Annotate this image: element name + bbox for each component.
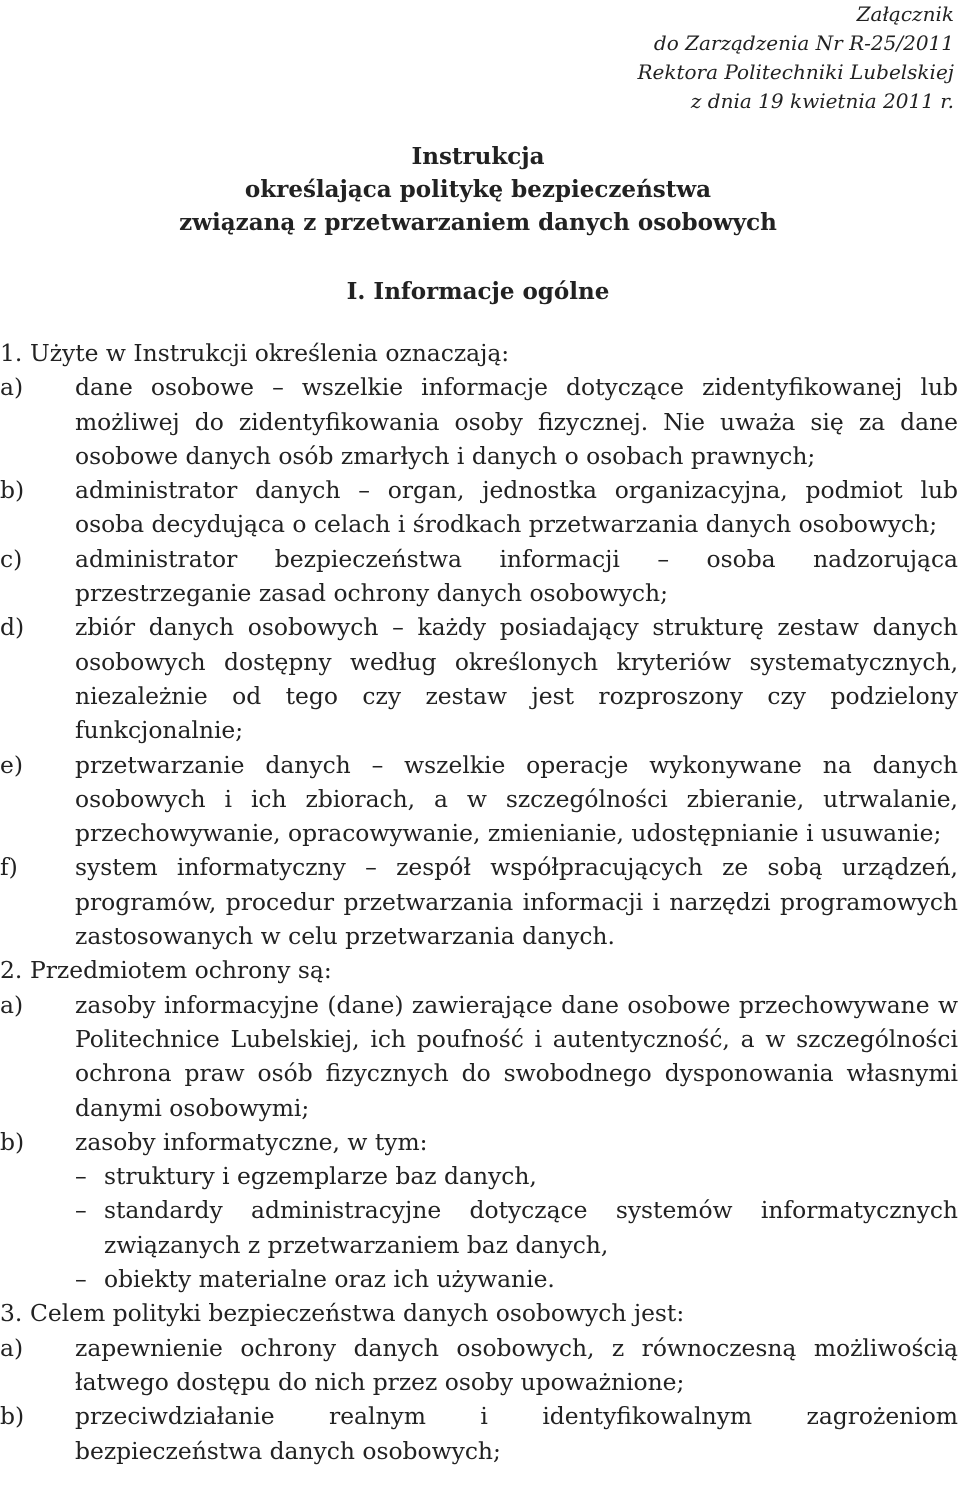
point-number: 3.: [0, 1299, 23, 1328]
item-text: zbiór danych osobowych – każdy posiadający strukturę zestaw danych osobowych dostępny według określonych kryteriów systematycznych, niezależnie od tego czy zestaw jest rozproszony czy podzielony funkcjonalnie;: [75, 613, 958, 745]
sub-item-text: obiekty materialne oraz ich używanie.: [104, 1265, 555, 1294]
item-text: zasoby informacyjne (dane) zawierające dane osobowe przechowywane w Politechnice Lubelskiej, ich poufność i autentyczność, a w szczególności ochrona praw osób fizycznych do swobodnego dysponowania własnymi danymi osobowymi;: [75, 990, 958, 1122]
list-item: [0, 748, 958, 851]
annex-issuer: Rektora Politechniki Lubelskiej: [637, 60, 954, 84]
item-label: a): [0, 373, 24, 402]
item-text: system informatyczny – zespół współpracujących ze sobą urządzeń, programów, procedur przetwarzania informacji i narzędzi programowych zastosowanych w celu przetwarzania danych.: [75, 853, 958, 951]
item-label: d): [0, 613, 25, 642]
list-item: [0, 370, 958, 473]
point-text: Użyte w Instrukcji określenia oznaczają:: [30, 339, 510, 367]
item-label: c): [0, 544, 23, 573]
title-line-3: związaną z przetwarzaniem danych osobowych: [179, 209, 777, 236]
sub-list-item: [0, 1159, 958, 1193]
list-item: [0, 850, 958, 953]
item-text: administrator danych – organ, jednostka organizacyjna, podmiot lub osoba decydująca o celach i środkach przetwarzania danych osobowych;: [75, 476, 958, 539]
item-text: dane osobowe – wszelkie informacje dotyczące zidentyfikowanej lub możliwej do zidentyfikowania osoby fizycznej. Nie uważa się za dane osobowe danych osób zmarłych i danych o osobach prawnych;: [75, 373, 958, 470]
item-text: zapewnienie ochrony danych osobowych, z równoczesną możliwością łatwego dostępu do nich przez osoby upoważnione;: [75, 1333, 958, 1396]
item-label: f): [0, 853, 18, 882]
list-item: [0, 988, 958, 1125]
point-text: Celem polityki bezpieczeństwa danych osobowych jest:: [30, 1299, 685, 1328]
list-item: [0, 1125, 958, 1159]
dash-bullet: –: [75, 1162, 87, 1191]
item-text: przeciwdziałanie realnym i identyfikowalnym zagrożeniom bezpieczeństwa danych osobowych;: [75, 1402, 958, 1465]
annex-ordinance: do Zarządzenia Nr R-25/2011: [653, 31, 954, 55]
item-label: b): [0, 476, 25, 505]
sub-item-text: standardy administracyjne dotyczące systemów informatycznych związanych z przetwarzaniem baz danych,: [104, 1196, 958, 1259]
list-item: [0, 1399, 958, 1468]
list-item: [0, 542, 958, 611]
annex-header: [494, 0, 954, 116]
list-item: [0, 1331, 958, 1400]
title-line-1: Instrukcja: [411, 143, 545, 170]
sub-item-text: struktury i egzemplarze baz danych,: [104, 1162, 537, 1191]
annex-date: z dnia 19 kwietnia 2011 r.: [690, 89, 954, 113]
document-body: [0, 336, 958, 1468]
section-heading: I. Informacje ogólne: [346, 278, 610, 305]
dash-bullet: –: [75, 1265, 87, 1294]
list-item: [0, 473, 958, 542]
title-line-2: określająca politykę bezpieczeństwa: [244, 176, 712, 203]
item-label: a): [0, 990, 24, 1019]
item-text: administrator bezpieczeństwa informacji – osoba nadzorująca przestrzeganie zasad ochrony danych osobowych;: [75, 544, 958, 608]
point-2: [0, 953, 958, 987]
document-title: [120, 140, 836, 239]
item-label: a): [0, 1333, 24, 1362]
point-1: [0, 336, 958, 370]
sub-list-item: [0, 1193, 958, 1262]
point-number: 2.: [0, 956, 23, 985]
sub-list-item: [0, 1262, 958, 1296]
item-label: b): [0, 1127, 25, 1156]
item-text: przetwarzanie danych – wszelkie operacje wykonywane na danych osobowych i ich zbiorach, a w szczególności zbieranie, utrwalanie, przechowywanie, opracowywanie, zmienianie, udostępnianie i usuwanie;: [75, 750, 958, 848]
item-label: e): [0, 750, 23, 779]
dash-bullet: –: [75, 1196, 87, 1225]
item-text: zasoby informatyczne, w tym:: [75, 1127, 428, 1156]
point-number: 1.: [0, 339, 23, 367]
point-3: [0, 1296, 958, 1330]
list-item: [0, 610, 958, 747]
annex-label: Załącznik: [856, 2, 954, 26]
item-label: b): [0, 1402, 25, 1431]
point-text: Przedmiotem ochrony są:: [30, 956, 332, 985]
